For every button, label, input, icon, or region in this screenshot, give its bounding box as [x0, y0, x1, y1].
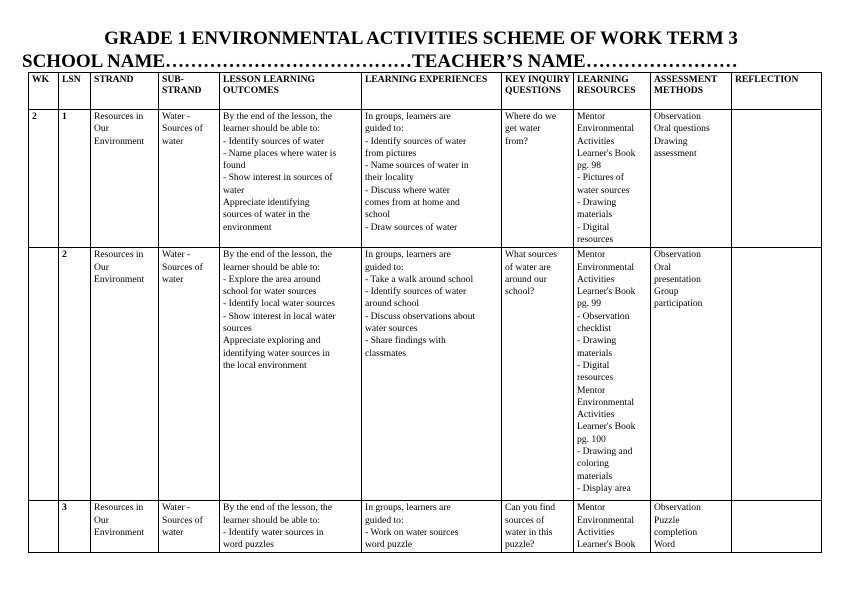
cell-line: the local environment [223, 359, 307, 371]
cell-line: guided to: [365, 261, 404, 273]
cell-line: Our [94, 261, 109, 273]
cell-line: Water - [162, 502, 191, 514]
cell-line: Where do we [505, 111, 557, 122]
cell-line: Sources of [162, 514, 203, 526]
cell-line: guided to: [365, 514, 404, 526]
cell-assessment [651, 501, 732, 553]
cell-line: learner should be able to: [223, 514, 320, 526]
header-strand: STRAND [91, 73, 159, 110]
cell-line: Oral questions [654, 123, 710, 135]
document-title: GRADE 1 ENVIRONMENTAL ACTIVITIES SCHEME OF WORK TERM 3 [104, 28, 738, 49]
cell-line: from pictures [365, 147, 417, 159]
cell-line: coloring [577, 458, 609, 470]
cell-line: participation [654, 298, 703, 310]
table-body [29, 110, 822, 553]
cell-reflection [732, 110, 822, 248]
cell-line: sources of [505, 514, 545, 526]
table-header-row [29, 73, 822, 110]
cell-line: water [162, 273, 184, 285]
cell-line: found [223, 160, 246, 172]
cell-line: guided to: [365, 123, 404, 135]
cell-line: Mentor [577, 111, 606, 122]
cell-line: - Name sources of water in [365, 160, 469, 172]
cell-line: Drawing [654, 135, 688, 147]
cell-line: - Draw sources of water [365, 221, 458, 233]
table-row [29, 110, 822, 248]
cell-outcomes [220, 110, 362, 248]
cell-line: - Work on water sources [365, 526, 459, 538]
cell-line: checklist [577, 323, 612, 335]
cell-line: Activities [577, 526, 615, 538]
cell-line: sources [223, 323, 252, 335]
cell-line: Our [94, 123, 109, 135]
cell-line: water sources [577, 184, 630, 196]
cell-line: get water [505, 123, 541, 135]
cell-line: their locality [365, 172, 414, 184]
cell-line: Word [654, 539, 676, 551]
cell-line: Sources of [162, 261, 203, 273]
cell-line: Environmental [577, 123, 635, 135]
cell-line: - Drawing [577, 335, 617, 347]
cell-line: Water - [162, 111, 191, 122]
cell-line: Mentor [577, 249, 606, 261]
cell-experiences [362, 248, 502, 501]
cell-line: Appreciate exploring and [223, 335, 321, 347]
cell-line: assessment [654, 147, 697, 159]
cell-line: around our [505, 273, 547, 285]
cell-assessment [651, 110, 732, 248]
cell-line: materials [577, 209, 613, 221]
cell-lsn: 2 [59, 248, 91, 501]
cell-line: Environmental [577, 261, 635, 273]
cell-line: Oral [654, 261, 672, 273]
cell-line: Observation [654, 502, 701, 514]
header-questions: KEY INQUIRY QUESTIONS [502, 73, 574, 110]
cell-line: - Show interest in local water [223, 310, 336, 322]
cell-wk [29, 248, 59, 501]
cell-strand [91, 110, 159, 248]
cell-line: classmates [365, 347, 407, 359]
cell-questions [502, 248, 574, 501]
header-wk: WK [29, 73, 59, 110]
cell-line: - Share findings with [365, 335, 446, 347]
cell-line: school? [505, 286, 535, 298]
cell-resources [574, 501, 651, 553]
cell-sub-strand [159, 110, 220, 248]
cell-line: - Explore the area around [223, 273, 321, 285]
header-experiences: LEARNING EXPERIENCES [362, 73, 502, 110]
cell-line: from? [505, 135, 528, 147]
cell-line: water [162, 526, 184, 538]
cell-questions [502, 110, 574, 248]
header-reflection: REFLECTION [732, 73, 822, 110]
cell-line: word puzzle [365, 539, 413, 551]
cell-line: water in this [505, 526, 553, 538]
cell-line: school for water sources [223, 286, 317, 298]
cell-line: pg. 100 [577, 433, 606, 445]
cell-line: By the end of the lesson, the [223, 502, 332, 514]
cell-resources [574, 110, 651, 248]
cell-line: Mentor [577, 502, 606, 514]
cell-line: Observation [654, 249, 701, 261]
cell-line: of water are [505, 261, 551, 273]
cell-strand [91, 501, 159, 553]
cell-line: - Identify sources of water [365, 135, 467, 147]
table-row [29, 248, 822, 501]
cell-line: sources of water in the [223, 209, 310, 221]
cell-line: - Digital [577, 221, 610, 233]
school-teacher-line: SCHOOL NAME…………………………………TEACHER’S NAME…………………… [22, 51, 738, 72]
cell-line: resources [577, 233, 614, 245]
cell-line: Learner's Book [577, 539, 636, 551]
header-lsn: LSN [59, 73, 91, 110]
cell-line: - Drawing [577, 197, 617, 209]
cell-sub-strand [159, 248, 220, 501]
cell-line: Resources in [94, 249, 144, 261]
cell-experiences [362, 501, 502, 553]
cell-outcomes [220, 248, 362, 501]
cell-line: - Observation [577, 310, 630, 322]
cell-line: Environmental [577, 396, 635, 408]
cell-line: learner should be able to: [223, 261, 320, 273]
cell-line: Environment [94, 135, 145, 147]
cell-line: Activities [577, 135, 615, 147]
cell-line: Activities [577, 409, 615, 421]
cell-line: puzzle? [505, 539, 535, 551]
cell-line: Sources of [162, 123, 203, 135]
cell-line: materials [577, 470, 613, 482]
cell-line: Environmental [577, 514, 635, 526]
cell-reflection [732, 501, 822, 553]
cell-line: Learner's Book [577, 147, 636, 159]
cell-line: Resources in [94, 111, 144, 122]
cell-line: Environment [94, 526, 145, 538]
header-assessment: ASSESSMENT METHODS [651, 73, 732, 110]
cell-line: Learner's Book [577, 286, 636, 298]
cell-line: identifying water sources in [223, 347, 330, 359]
cell-line: - Discuss where water [365, 184, 450, 196]
cell-line: environment [223, 221, 272, 233]
cell-line: water [162, 135, 184, 147]
cell-line: word puzzles [223, 539, 274, 551]
cell-line: comes from at home and [365, 197, 460, 209]
cell-lsn: 1 [59, 110, 91, 248]
cell-line: - Name places where water is [223, 147, 337, 159]
cell-line: Puzzle [654, 514, 680, 526]
header-sub-strand: SUB- STRAND [159, 73, 220, 110]
cell-line: Our [94, 514, 109, 526]
cell-line: By the end of the lesson, the [223, 249, 332, 261]
cell-line: - Drawing and [577, 446, 633, 458]
cell-line: - Identify sources of water [365, 286, 467, 298]
cell-line: pg. 98 [577, 160, 601, 172]
cell-line: Environment [94, 273, 145, 285]
cell-line: Appreciate identifying [223, 197, 310, 209]
table-row [29, 501, 822, 553]
cell-line: By the end of the lesson, the [223, 111, 332, 122]
cell-line: completion [654, 526, 698, 538]
cell-line: water [223, 184, 245, 196]
cell-line: - Identify sources of water [223, 135, 325, 147]
cell-line: resources [577, 372, 614, 384]
cell-reflection [732, 248, 822, 501]
cell-line: Resources in [94, 502, 144, 514]
cell-line: school [365, 209, 391, 221]
cell-line: Group [654, 286, 679, 298]
cell-line: In groups, learners are [365, 249, 451, 261]
cell-line: Water - [162, 249, 191, 261]
cell-outcomes [220, 501, 362, 553]
cell-line: In groups, learners are [365, 502, 451, 514]
cell-experiences [362, 110, 502, 248]
cell-strand [91, 248, 159, 501]
cell-resources [574, 248, 651, 501]
scheme-of-work-table [28, 72, 822, 553]
cell-line: presentation [654, 273, 701, 285]
cell-line: materials [577, 347, 613, 359]
cell-line: learner should be able to: [223, 123, 320, 135]
cell-line: - Show interest in sources of [223, 172, 333, 184]
cell-line: Activities [577, 273, 615, 285]
cell-line: Can you find [505, 502, 556, 514]
cell-line: - Display area [577, 482, 631, 494]
cell-line: What sources [505, 249, 557, 261]
cell-line: - Identify local water sources [223, 298, 335, 310]
cell-line: pg. 99 [577, 298, 601, 310]
cell-line: Learner's Book [577, 421, 636, 433]
header-resources: LEARNING RESOURCES [574, 73, 651, 110]
cell-line: - Pictures of [577, 172, 624, 184]
cell-wk [29, 501, 59, 553]
cell-questions [502, 501, 574, 553]
cell-sub-strand [159, 501, 220, 553]
cell-line: Observation [654, 111, 701, 122]
cell-line: - Discuss observations about [365, 310, 476, 322]
cell-line: water sources [365, 323, 418, 335]
cell-line: In groups, learners are [365, 111, 451, 122]
cell-assessment [651, 248, 732, 501]
header-outcomes: LESSON LEARNING OUTCOMES [220, 73, 362, 110]
cell-wk: 2 [29, 110, 59, 248]
cell-line: - Identify water sources in [223, 526, 324, 538]
cell-line: Mentor [577, 384, 606, 396]
cell-lsn: 3 [59, 501, 91, 553]
cell-line: - Take a walk around school [365, 273, 474, 285]
cell-line: around school [365, 298, 420, 310]
cell-line: - Digital [577, 359, 610, 371]
